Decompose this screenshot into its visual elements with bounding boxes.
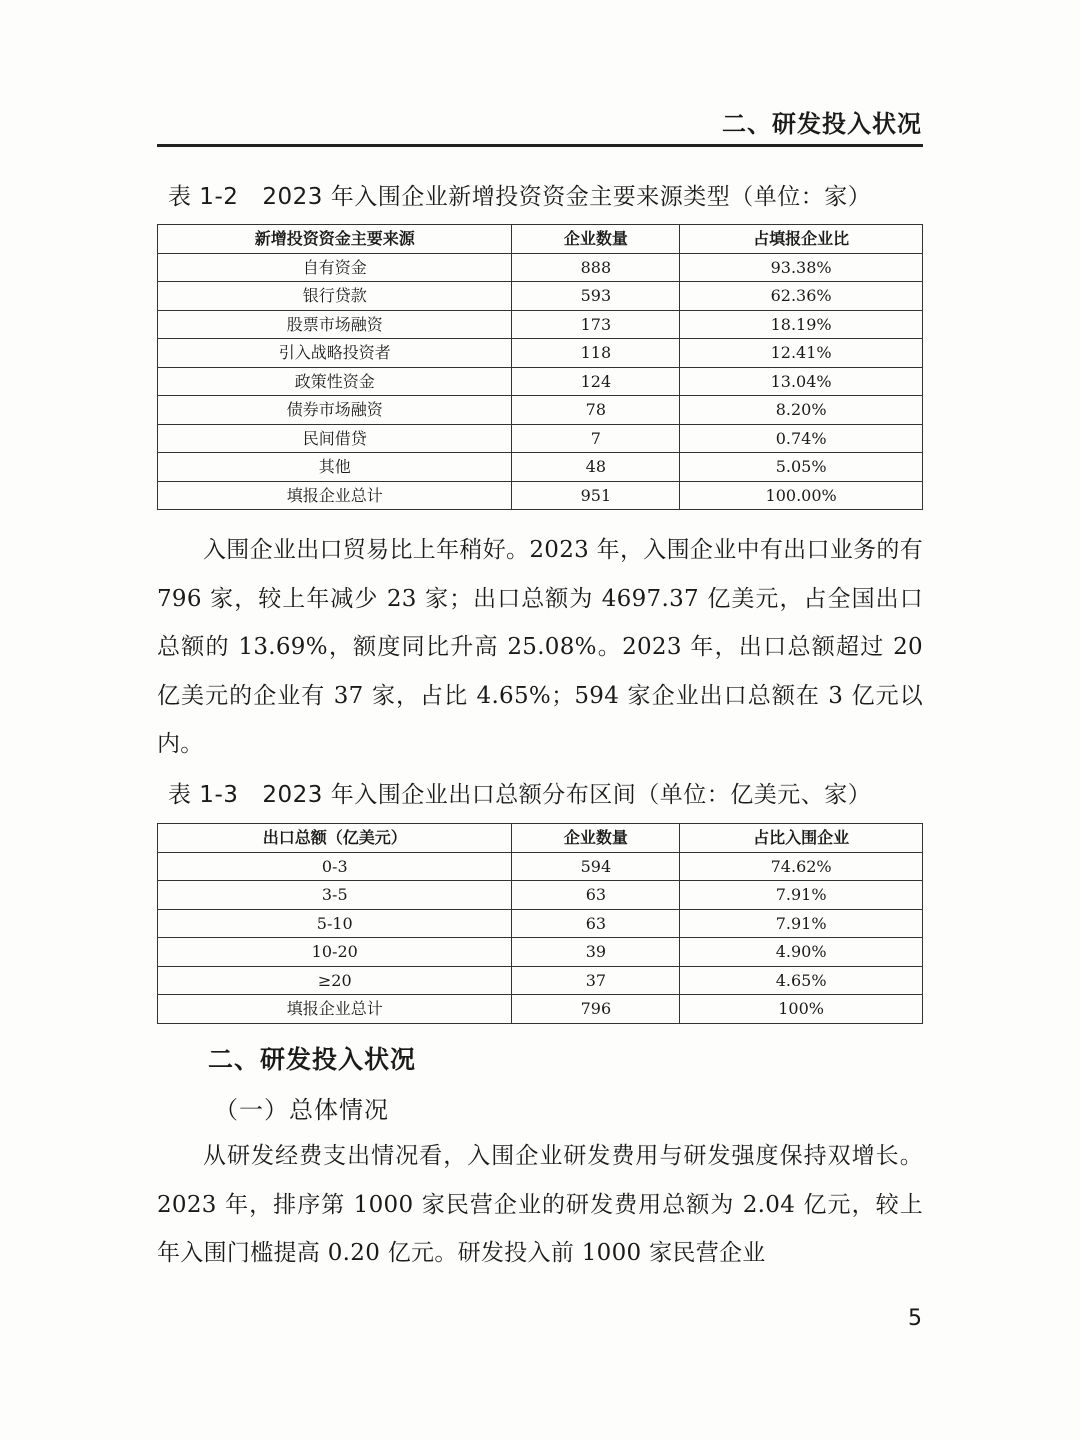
table-cell: 填报企业总计 <box>158 995 512 1024</box>
section-heading: 二、研发投入状况 <box>208 1045 417 1074</box>
table-cell: 37 <box>512 966 680 995</box>
column-header: 新增投资资金主要来源 <box>158 225 512 254</box>
table-cell: 48 <box>512 453 680 482</box>
column-header: 占比入围企业 <box>680 824 923 853</box>
table-cell: 8.20% <box>680 396 923 425</box>
table-1-3 <box>157 823 923 1024</box>
table-cell: 888 <box>512 253 680 282</box>
table-cell: ≥20 <box>158 966 512 995</box>
table-cell: 78 <box>512 396 680 425</box>
table-row <box>158 453 923 482</box>
table-row <box>158 881 923 910</box>
paragraph-text: 从研发经费支出情况看，入围企业研发费用与研发强度保持双增长。2023 年，排序第 1000 家民营企业的研发费用总额为 2.04 亿元，较上年入围门槛提高 0.20 亿元。研发投入前 1000 家民营企业 <box>157 1143 923 1266</box>
table-cell: 7 <box>512 424 680 453</box>
table-cell: 政策性资金 <box>158 367 512 396</box>
table-cell: 银行贷款 <box>158 282 512 311</box>
table-cell: 股票市场融资 <box>158 310 512 339</box>
table-cell: 63 <box>512 881 680 910</box>
export-paragraph <box>157 526 923 769</box>
table-cell: 93.38% <box>680 253 923 282</box>
table-1-2-caption <box>168 178 871 211</box>
table-row <box>158 310 923 339</box>
table-1-3-title: 2023 年入围企业出口总额分布区间（单位：亿美元、家） <box>262 782 872 808</box>
table-total-row <box>158 481 923 510</box>
table-1-3-caption <box>168 776 871 809</box>
table-header-row <box>158 225 923 254</box>
table-row <box>158 339 923 368</box>
table-1-2 <box>157 224 923 510</box>
table-cell: 124 <box>512 367 680 396</box>
table-cell: 796 <box>512 995 680 1024</box>
table-cell: 173 <box>512 310 680 339</box>
table-cell: 其他 <box>158 453 512 482</box>
table-1-2-title: 2023 年入围企业新增投资资金主要来源类型（单位：家） <box>262 184 872 210</box>
table-cell: 4.90% <box>680 938 923 967</box>
table-cell: 民间借贷 <box>158 424 512 453</box>
column-header: 占填报企业比 <box>680 225 923 254</box>
table-row <box>158 424 923 453</box>
table-cell: 5-10 <box>158 909 512 938</box>
table-cell: 自有资金 <box>158 253 512 282</box>
running-header: 二、研发投入状况 <box>722 110 922 138</box>
column-header: 企业数量 <box>512 824 680 853</box>
table-row <box>158 253 923 282</box>
page-number: 5 <box>908 1306 922 1331</box>
header-rule <box>157 144 923 147</box>
table-cell: 100% <box>680 995 923 1024</box>
table-cell: 3-5 <box>158 881 512 910</box>
table-cell: 4.65% <box>680 966 923 995</box>
rnd-paragraph <box>157 1132 923 1278</box>
table-cell: 7.91% <box>680 881 923 910</box>
table-cell: 100.00% <box>680 481 923 510</box>
table-cell: 74.62% <box>680 852 923 881</box>
table-cell: 0-3 <box>158 852 512 881</box>
table-cell: 10-20 <box>158 938 512 967</box>
table-cell: 593 <box>512 282 680 311</box>
table-cell: 引入战略投资者 <box>158 339 512 368</box>
table-cell: 5.05% <box>680 453 923 482</box>
table-row <box>158 909 923 938</box>
subsection-heading: （一）总体情况 <box>214 1096 389 1124</box>
table-cell: 12.41% <box>680 339 923 368</box>
table-cell: 0.74% <box>680 424 923 453</box>
table-cell: 39 <box>512 938 680 967</box>
table-cell: 13.04% <box>680 367 923 396</box>
table-row <box>158 966 923 995</box>
table-1-3-number: 表 1-3 <box>168 782 239 808</box>
table-header-row <box>158 824 923 853</box>
table-cell: 951 <box>512 481 680 510</box>
column-header: 出口总额（亿美元） <box>158 824 512 853</box>
table-cell: 18.19% <box>680 310 923 339</box>
table-row <box>158 367 923 396</box>
table-cell: 7.91% <box>680 909 923 938</box>
table-1-2-number: 表 1-2 <box>168 184 239 210</box>
table-row <box>158 396 923 425</box>
table-cell: 63 <box>512 909 680 938</box>
table-row <box>158 852 923 881</box>
table-cell: 62.36% <box>680 282 923 311</box>
table-cell: 594 <box>512 852 680 881</box>
table-row <box>158 938 923 967</box>
table-total-row <box>158 995 923 1024</box>
table-row <box>158 282 923 311</box>
column-header: 企业数量 <box>512 225 680 254</box>
table-cell: 118 <box>512 339 680 368</box>
table-cell: 填报企业总计 <box>158 481 512 510</box>
table-cell: 债券市场融资 <box>158 396 512 425</box>
paragraph-text: 入围企业出口贸易比上年稍好。2023 年，入围企业中有出口业务的有 796 家，较上年减少 23 家；出口总额为 4697.37 亿美元，占全国出口总额的 13.69%，额度同比升高 25.08%。2023 年，出口总额超过 20 亿美元的企业有 37 家，占比 4.65%；594 家企业出口总额在 3 亿元以内。 <box>157 537 923 757</box>
